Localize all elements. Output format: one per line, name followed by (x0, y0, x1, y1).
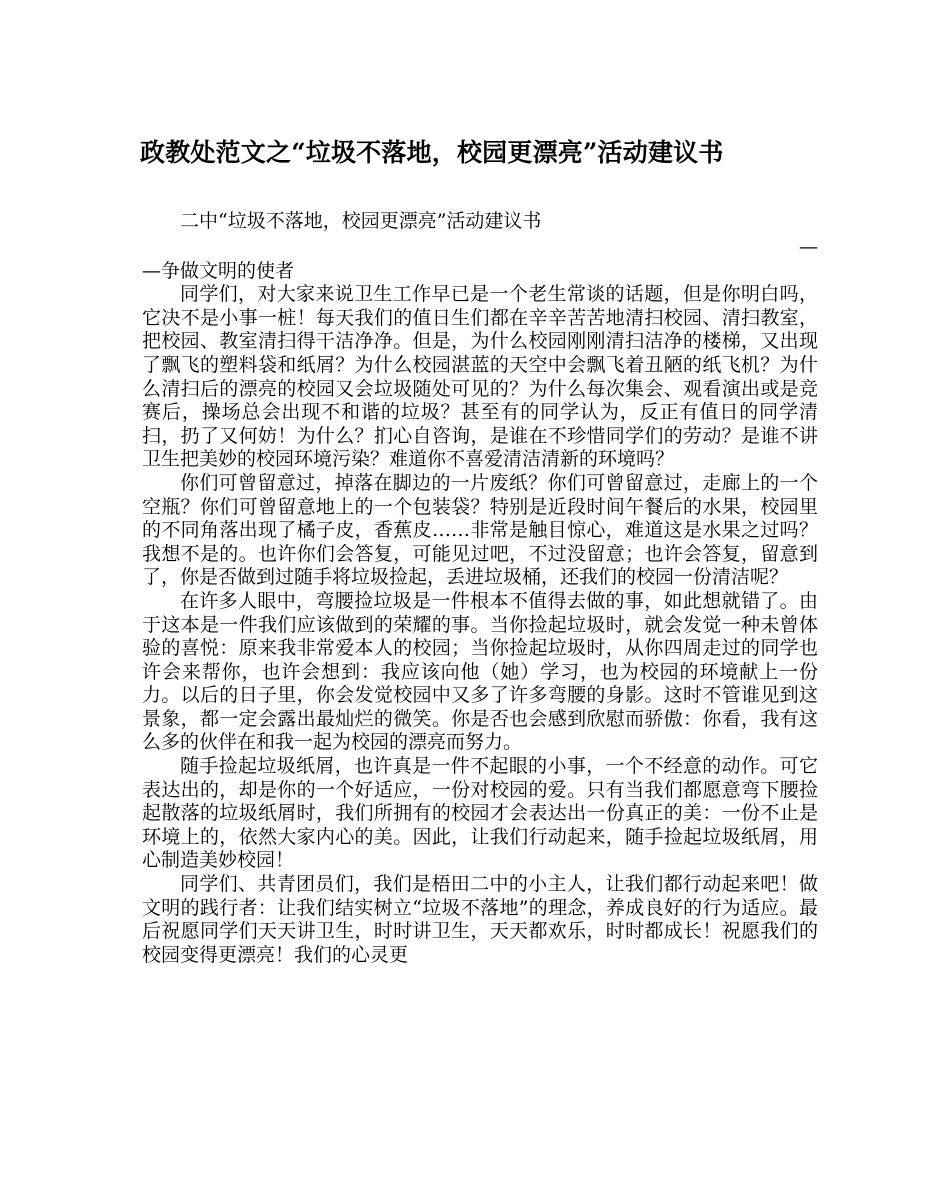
document-body (142, 210, 818, 967)
paragraph-2: 你们可曾留意过，掉落在脚边的一片废纸？你们可曾留意过，走廊上的一个空瓶？你们可曾留意地上的一个包装袋？特别是近段时间午餐后的水果，校园里的不同角落出现了橘子皮，香蕉皮……非常是触目惊心，难道这是水果之过吗？我想不是的。也许你们会答复，可能见过吧，不过没留意；也许会答复，留意到了，你是否做到过随手将垃圾捡起，丢进垃圾桶，还我们的校园一份清洁呢？ (142, 471, 818, 589)
document-title: 政教处范文之“垃圾不落地，校园更漂亮”活动建议书 (140, 138, 724, 167)
subtitle-dash: — (799, 235, 818, 258)
paragraph-4: 随手捡起垃圾纸屑，也许真是一件不起眼的小事，一个不经意的动作。可它表达出的，却是你的一个好适应，一份对校园的爱。只有当我们都愿意弯下腰捡起散落的垃圾纸屑时，我们所拥有的校园才会表达出一份真正的美：一份不止是环境上的，依然大家内心的美。因此，让我们行动起来，随手捡起垃圾纸屑，用心制造美妙校园！ (142, 755, 818, 872)
paragraph-5: 同学们、共青团员们，我们是梧田二中的小主人，让我们都行动起来吧！做文明的践行者：让我们结实树立“垃圾不落地”的理念，养成良好的行为适应。最后祝愿同学们天天讲卫生，时时讲卫生，天天都欢乐，时时都成长！祝愿我们的校园变得更漂亮！我们的心灵更 (142, 873, 818, 966)
subtitle-slogan: —争做文明的使者 (142, 259, 295, 282)
paragraph-3: 在许多人眼中，弯腰捡垃圾是一件根本不值得去做的事，如此想就错了。由于这本是一件我们应该做到的荣耀的事。当你捡起垃圾时，就会发觉一种未曾体验的喜悦：原来我非常爱本人的校园；当你捡起垃圾时，从你四周走过的同学也许会来帮你，也许会想到：我应该向他（她）学习，也为校园的环境献上一份力。以后的日子里，你会发觉校园中又多了许多弯腰的身影。这时不管谁见到这景象，都一定会露出最灿烂的微笑。你是否也会感到欣慰而骄傲：你看，我有这么多的伙伴在和我一起为校园的漂亮而努力。 (142, 589, 818, 754)
paragraph-1: 同学们，对大家来说卫生工作早已是一个老生常谈的话题，但是你明白吗，它决不是小事一桩！每天我们的值日生们都在辛辛苦苦地清扫校园、清扫教室，把校园、教室清扫得干洁净净。但是，为什么校园刚刚清扫洁净的楼梯，又出现了飘飞的塑料袋和纸屑？为什么校园湛蓝的天空中会飘飞着丑陋的纸飞机？为什么清扫后的漂亮的校园又会垃圾随处可见的？为什么每次集会、观看演出或是竞赛后，操场总会出现不和谐的垃圾？甚至有的同学认为，反正有值日的同学清扫，扔了又何妨！为什么？扪心自咨询，是谁在不珍惜同学们的劳动？是谁不讲卫生把美妙的校园环境污染？难道你不喜爱清洁清新的环境吗？ (142, 283, 818, 471)
document-subtitle: 二中“垃圾不落地，校园更漂亮”活动建议书 (180, 210, 542, 232)
